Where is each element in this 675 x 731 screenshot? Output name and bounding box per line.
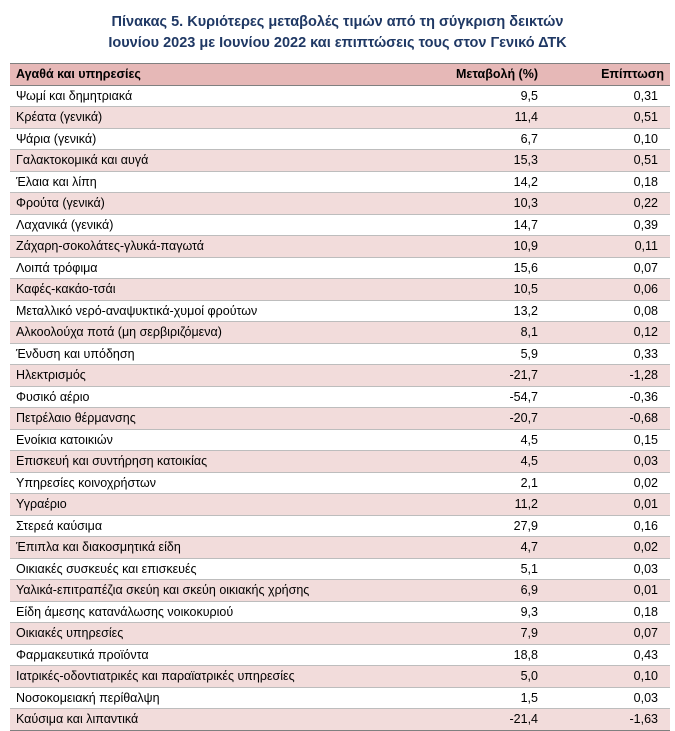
cell-change: 15,6 [392,257,582,279]
cell-item: Ένδυση και υπόδηση [10,343,392,365]
cell-item: Υγραέριο [10,494,392,516]
cell-item: Οικιακές υπηρεσίες [10,623,392,645]
cell-item: Έπιπλα και διακοσμητικά είδη [10,537,392,559]
cell-change: 5,9 [392,343,582,365]
table-row [10,537,670,559]
cell-item: Ζάχαρη-σοκολάτες-γλυκά-παγωτά [10,236,392,258]
cell-impact: 0,10 [582,128,670,150]
table-row [10,343,670,365]
cell-impact: 0,02 [582,537,670,559]
cell-impact: 0,51 [582,107,670,129]
cell-change: 6,9 [392,580,582,602]
cell-item: Φρούτα (γενικά) [10,193,392,215]
cell-item: Νοσοκομειακή περίθαλψη [10,687,392,709]
table-row [10,408,670,430]
cell-item: Λαχανικά (γενικά) [10,214,392,236]
cell-change: 2,1 [392,472,582,494]
table-row [10,257,670,279]
cell-change: 10,3 [392,193,582,215]
cell-item: Ηλεκτρισμός [10,365,392,387]
cell-item: Φαρμακευτικά προϊόντα [10,644,392,666]
cell-change: 1,5 [392,687,582,709]
cell-change: 11,4 [392,107,582,129]
table-header-row [10,64,670,86]
table-row [10,107,670,129]
table-row [10,171,670,193]
table-row [10,322,670,344]
cell-item: Καφές-κακάο-τσάι [10,279,392,301]
cell-change: 5,0 [392,666,582,688]
cell-change: 27,9 [392,515,582,537]
table-row [10,623,670,645]
table-title [0,12,675,54]
cell-impact: -1,28 [582,365,670,387]
cell-item: Είδη άμεσης κατανάλωσης νοικοκυριού [10,601,392,623]
cell-change: 18,8 [392,644,582,666]
cell-change: -54,7 [392,386,582,408]
cell-impact: 0,18 [582,601,670,623]
table-row [10,300,670,322]
header-goods-services: Αγαθά και υπηρεσίες [10,64,392,86]
table-row [10,515,670,537]
cell-impact: 0,39 [582,214,670,236]
cell-impact: 0,31 [582,85,670,107]
cell-impact: -0,68 [582,408,670,430]
cell-impact: 0,33 [582,343,670,365]
cell-impact: 0,03 [582,451,670,473]
cell-item: Υπηρεσίες κοινοχρήστων [10,472,392,494]
table-row [10,128,670,150]
table-row [10,429,670,451]
cell-impact: 0,16 [582,515,670,537]
table-row [10,236,670,258]
cell-impact: 0,51 [582,150,670,172]
cell-change: 7,9 [392,623,582,645]
table-row [10,214,670,236]
cell-item: Οικιακές συσκευές και επισκευές [10,558,392,580]
cell-impact: 0,22 [582,193,670,215]
cell-change: 10,9 [392,236,582,258]
table-row [10,644,670,666]
table-row [10,279,670,301]
cell-item: Ενοίκια κατοικιών [10,429,392,451]
table-row [10,709,670,731]
table-row [10,558,670,580]
cell-impact: 0,07 [582,623,670,645]
table-row [10,494,670,516]
price-changes-table [10,63,670,731]
cell-change: 9,5 [392,85,582,107]
cell-change: 4,5 [392,451,582,473]
table-row [10,150,670,172]
cell-change: 10,5 [392,279,582,301]
table-row [10,85,670,107]
cell-impact: 0,43 [582,644,670,666]
cell-item: Μεταλλικό νερό-αναψυκτικά-χυμοί φρούτων [10,300,392,322]
cell-change: -20,7 [392,408,582,430]
table-row [10,687,670,709]
table-body [10,85,670,730]
cell-change: 4,5 [392,429,582,451]
table-row [10,601,670,623]
cell-impact: 0,06 [582,279,670,301]
cell-change: 14,7 [392,214,582,236]
cell-change: 8,1 [392,322,582,344]
cell-impact: 0,15 [582,429,670,451]
cell-impact: 0,07 [582,257,670,279]
cell-change: 5,1 [392,558,582,580]
cell-impact: 0,03 [582,558,670,580]
cell-impact: 0,12 [582,322,670,344]
cell-item: Υαλικά-επιτραπέζια σκεύη και σκεύη οικιακής χρήσης [10,580,392,602]
table-row [10,472,670,494]
title-line-1: Πίνακας 5. Κυριότερες μεταβολές τιμών από τη σύγκριση δεικτών [111,14,564,30]
cell-item: Ψωμί και δημητριακά [10,85,392,107]
cell-item: Ιατρικές-οδοντιατρικές και παραϊατρικές υπηρεσίες [10,666,392,688]
cell-impact: 0,01 [582,494,670,516]
cell-change: 15,3 [392,150,582,172]
cell-impact: 0,03 [582,687,670,709]
cell-change: 11,2 [392,494,582,516]
cell-item: Γαλακτοκομικά και αυγά [10,150,392,172]
cell-impact: 0,10 [582,666,670,688]
table-row [10,580,670,602]
cell-change: -21,7 [392,365,582,387]
cell-item: Καύσιμα και λιπαντικά [10,709,392,731]
cell-item: Έλαια και λίπη [10,171,392,193]
cell-item: Κρέατα (γενικά) [10,107,392,129]
cell-change: 13,2 [392,300,582,322]
cell-item: Λοιπά τρόφιμα [10,257,392,279]
cell-impact: -1,63 [582,709,670,731]
table-row [10,365,670,387]
cell-impact: 0,01 [582,580,670,602]
cell-impact: 0,08 [582,300,670,322]
cell-change: 4,7 [392,537,582,559]
cell-change: 6,7 [392,128,582,150]
table-row [10,666,670,688]
table-row [10,386,670,408]
table-row [10,193,670,215]
cell-item: Ψάρια (γενικά) [10,128,392,150]
cell-item: Πετρέλαιο θέρμανσης [10,408,392,430]
cell-impact: 0,18 [582,171,670,193]
header-change-percent: Μεταβολή (%) [392,64,582,86]
cell-impact: -0,36 [582,386,670,408]
table-row [10,451,670,473]
cell-impact: 0,11 [582,236,670,258]
cell-item: Στερεά καύσιμα [10,515,392,537]
cell-item: Φυσικό αέριο [10,386,392,408]
title-line-2: Ιουνίου 2023 με Ιουνίου 2022 και επιπτώσεις τους στον Γενικό ΔΤΚ [108,35,567,51]
header-impact: Επίπτωση [582,64,670,86]
cell-item: Αλκοολούχα ποτά (μη σερβιριζόμενα) [10,322,392,344]
cell-item: Επισκευή και συντήρηση κατοικίας [10,451,392,473]
cell-change: 9,3 [392,601,582,623]
cell-impact: 0,02 [582,472,670,494]
cell-change: 14,2 [392,171,582,193]
cell-change: -21,4 [392,709,582,731]
